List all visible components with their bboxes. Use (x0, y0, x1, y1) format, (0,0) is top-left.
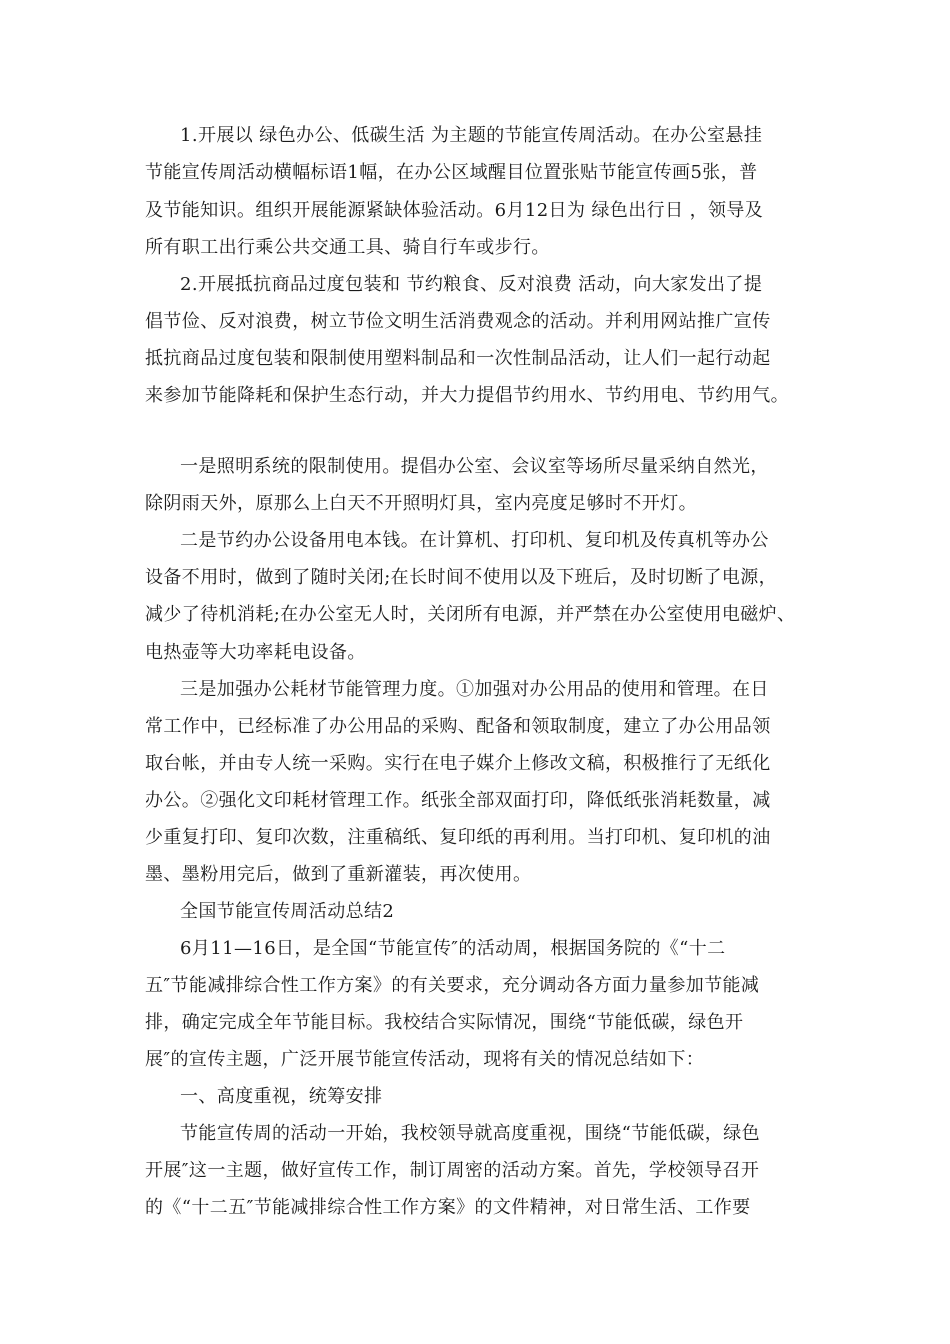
text-line: 排，确定完成全年节能目标。我校结合实际情况，围绕“节能低碳，绿色开 (145, 1012, 744, 1033)
text-line: 的《“十二五″节能减排综合性工作方案》的文件精神，对日常生活、工作要 (145, 1197, 751, 1218)
text-line: 少重复打印、复印次数，注重稿纸、复印纸的再利用。当打印机、复印机的油 (145, 827, 771, 848)
text-line: 减少了待机消耗;在办公室无人时，关闭所有电源，并严禁在办公室使用电磁炉、 (145, 604, 796, 625)
text-line: 五″节能减排综合性工作方案》的有关要求，充分调动各方面力量参加节能减 (145, 975, 760, 996)
text-line: 墨、墨粉用完后，做到了重新灌装，再次使用。 (145, 864, 532, 885)
text-line: 一是照明系统的限制使用。提倡办公室、会议室等场所尽量采纳自然光， (180, 456, 769, 477)
subheading: 一、高度重视，统筹安排 (180, 1086, 383, 1107)
text-line: 倡节俭、反对浪费，树立节俭文明生活消费观念的活动。并利用网站推广宣传 (145, 311, 771, 332)
text-line: 1.开展以 绿色办公、低碳生活 为主题的节能宣传周活动。在办公室悬挂 (180, 125, 763, 146)
text-line: 电热壶等大功率耗电设备。 (145, 642, 366, 663)
text-line: 2.开展抵抗商品过度包装和 节约粮食、反对浪费 活动，向大家发出了提 (180, 274, 763, 295)
text-line: 节能宣传周的活动一开始，我校领导就高度重视，围绕“节能低碳，绿色 (180, 1123, 760, 1144)
text-line: 及节能知识。组织开展能源紧缺体验活动。6月12日为 绿色出行日 ，领导及 (145, 200, 764, 221)
text-line: 取台帐，并由专人统一采购。实行在电子媒介上修改文稿，积极推行了无纸化 (145, 753, 771, 774)
section-heading: 全国节能宣传周活动总结2 (180, 901, 395, 922)
text-line: 6月11—16日，是全国“节能宣传″的活动周，根据国务院的《“十二 (180, 938, 726, 959)
text-line: 办公。②强化文印耗材管理工作。纸张全部双面打印，降低纸张消耗数量，减 (145, 790, 771, 811)
text-line: 常工作中，已经标准了办公用品的采购、配备和领取制度，建立了办公用品领 (145, 716, 771, 737)
text-line: 节能宣传周活动横幅标语1幅，在办公区域醒目位置张贴节能宣传画5张，普 (145, 162, 758, 183)
text-line: 除阴雨天外，原那么上白天不开照明灯具，室内亮度足够时不开灯。 (145, 493, 697, 514)
text-line: 设备不用时，做到了随时关闭;在长时间不使用以及下班后，及时切断了电源， (145, 567, 778, 588)
text-line: 来参加节能降耗和保护生态行动，并大力提倡节约用水、节约用电、节约用气。 (145, 385, 789, 406)
text-line: 三是加强办公耗材节能管理力度。①加强对办公用品的使用和管理。在日 (180, 679, 769, 700)
text-line: 所有职工出行乘公共交通工具、骑自行车或步行。 (145, 237, 550, 258)
text-line: 抵抗商品过度包装和限制使用塑料制品和一次性制品活动，让人们一起行动起 (145, 348, 771, 369)
text-line: 开展″这一主题，做好宣传工作，制订周密的活动方案。首先，学校领导召开 (145, 1160, 760, 1181)
text-line: 二是节约办公设备用电本钱。在计算机、打印机、复印机及传真机等办公 (180, 530, 769, 551)
text-line: 展″的宣传主题，广泛开展节能宣传活动，现将有关的情况总结如下： (145, 1049, 705, 1070)
